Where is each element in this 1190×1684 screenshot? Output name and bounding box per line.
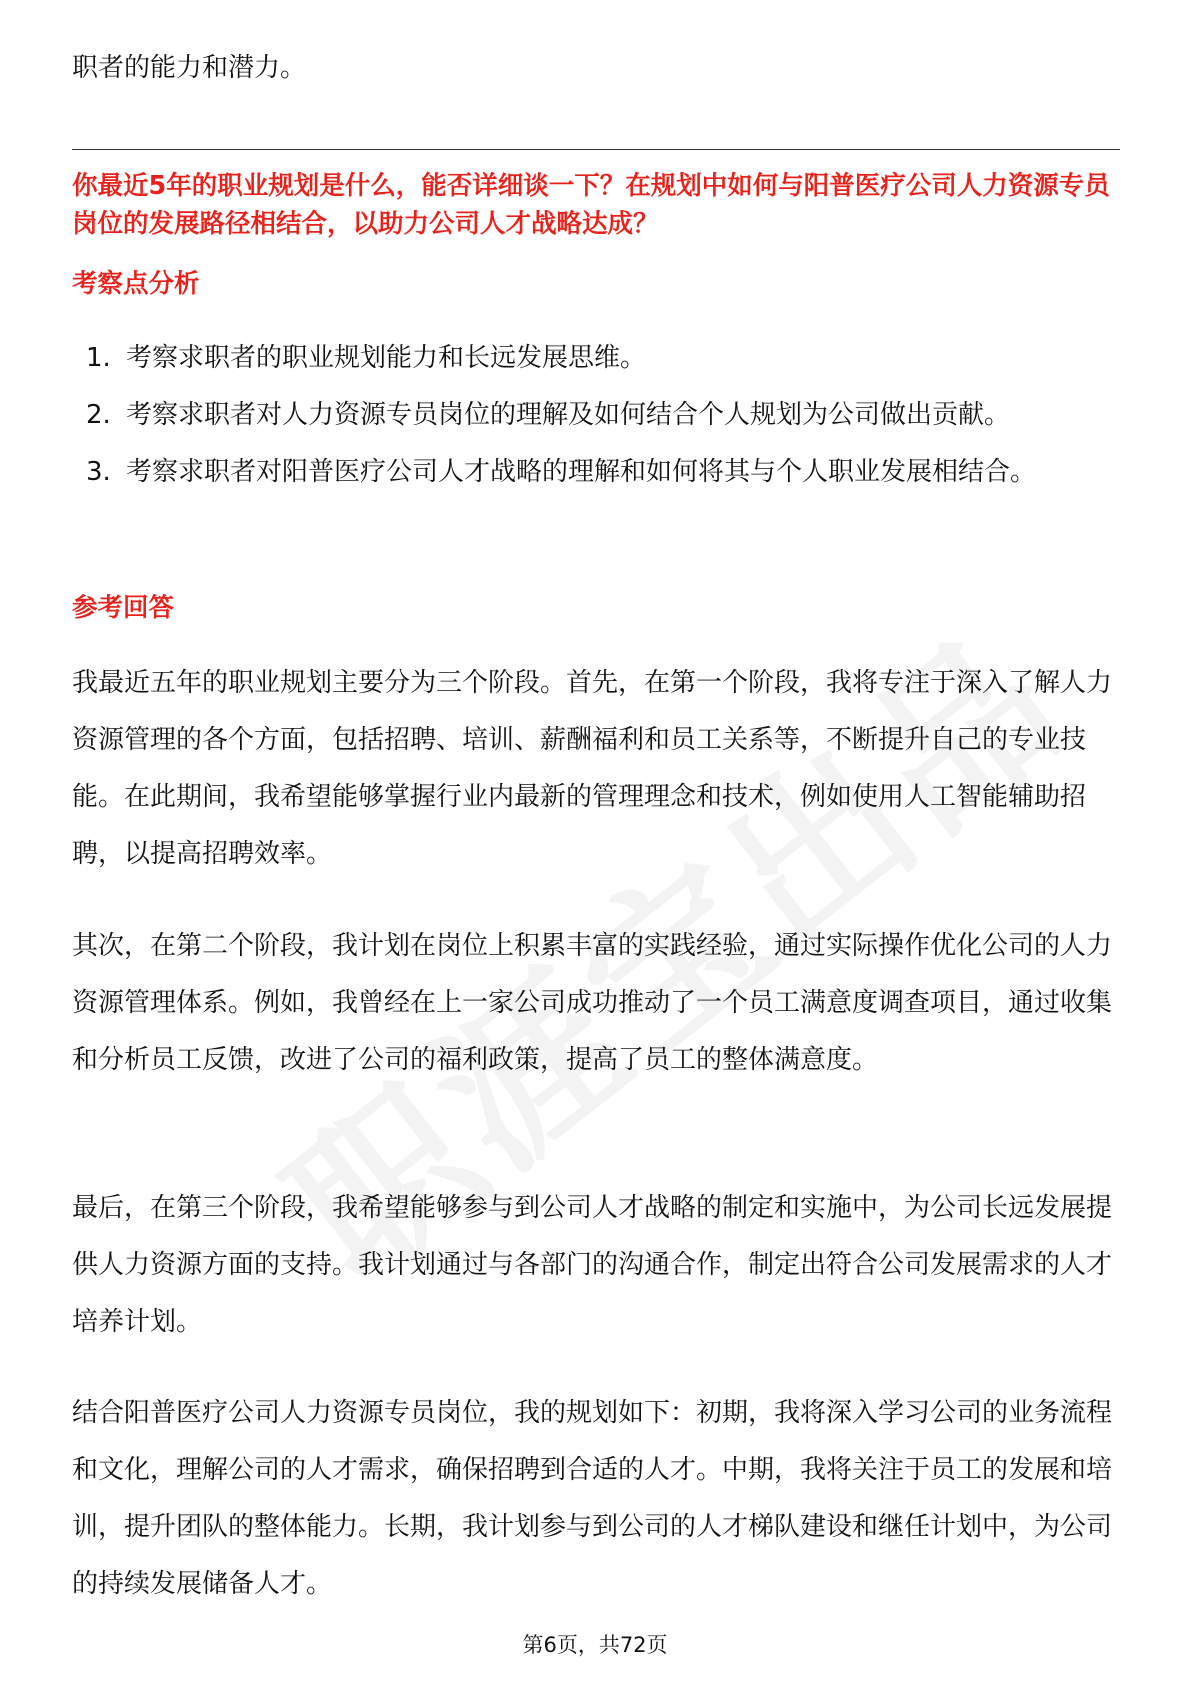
section-divider [72,149,1120,150]
question-heading: 你最近5年的职业规划是什么，能否详细谈一下？在规划中如何与阳普医疗公司人力资源专员岗位的发展路径相结合，以助力公司人才战略达成？ [72,171,1110,239]
analysis-heading: 考察点分析 [72,269,200,299]
answer-heading: 参考回答 [72,593,175,623]
analysis-point [72,387,1120,444]
intro-text: 职者的能力和潜力。 [72,53,307,83]
answer-paragraph: 最后，在第三个阶段，我希望能够参与到公司人才战略的制定和实施中，为公司长远发展提供人力资源方面的支持。我计划通过与各部门的沟通合作，制定出符合公司发展需求的人才培养计划。 [72,1193,1113,1337]
point-text: 考察求职者对人力资源专员岗位的理解及如何结合个人规划为公司做出贡献。 [126,400,1011,430]
analysis-point [72,444,1120,501]
point-number: 3. [86,457,111,487]
analysis-points-list [72,330,1120,501]
point-number: 2. [86,400,111,430]
analysis-point [72,330,1120,387]
answer-paragraph: 我最近五年的职业规划主要分为三个阶段。首先，在第一个阶段，我将专注于深入了解人力资源管理的各个方面，包括招聘、培训、薪酬福利和员工关系等，不断提升自己的专业技能。在此期间，我希望能够掌握行业内最新的管理理念和技术，例如使用人工智能辅助招聘，以提高招聘效率。 [72,668,1113,869]
answer-paragraph: 结合阳普医疗公司人力资源专员岗位，我的规划如下：初期，我将深入学习公司的业务流程和文化，理解公司的人才需求，确保招聘到合适的人才。中期，我将关注于员工的发展和培训，提升团队的整体能力。长期，我计划参与到公司的人才梯队建设和继任计划中，为公司的持续发展储备人才。 [72,1398,1113,1599]
point-number: 1. [86,343,111,373]
page-number: 第6页，共72页 [522,1633,668,1657]
answer-paragraph: 其次，在第二个阶段，我计划在岗位上积累丰富的实践经验，通过实际操作优化公司的人力资源管理体系。例如，我曾经在上一家公司成功推动了一个员工满意度调查项目，通过收集和分析员工反馈，改进了公司的福利政策，提高了员工的整体满意度。 [72,931,1113,1075]
point-text: 考察求职者对阳普医疗公司人才战略的理解和如何将其与个人职业发展相结合。 [126,457,1037,487]
point-text: 考察求职者的职业规划能力和长远发展思维。 [126,343,647,373]
